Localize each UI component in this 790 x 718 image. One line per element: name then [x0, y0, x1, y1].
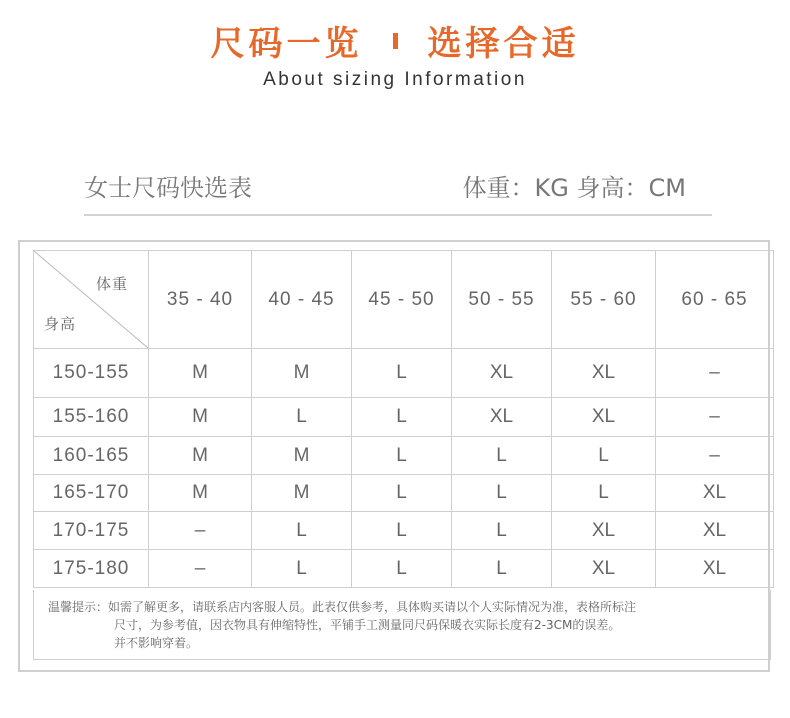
title-row	[0, 16, 790, 65]
size-cell: –	[149, 512, 252, 550]
size-cell: L	[352, 475, 452, 512]
title-right: 选择合适	[427, 24, 580, 64]
size-cell: M	[149, 475, 252, 512]
size-cell: M	[252, 349, 352, 398]
size-cell: M	[149, 398, 252, 437]
size-cell: M	[149, 349, 252, 398]
size-cell: L	[252, 550, 352, 588]
row-height-label: 150-155	[34, 349, 149, 398]
table-row	[34, 550, 774, 588]
column-header: 40 - 45	[252, 251, 352, 349]
size-cell: XL	[656, 475, 774, 512]
column-header: 55 - 60	[552, 251, 656, 349]
size-cell: –	[656, 437, 774, 475]
size-cell: XL	[552, 512, 656, 550]
column-header: 60 - 65	[656, 251, 774, 349]
column-header: 35 - 40	[149, 251, 252, 349]
size-cell: –	[149, 550, 252, 588]
size-cell: M	[252, 437, 352, 475]
table-row	[34, 512, 774, 550]
table-header-row	[34, 251, 774, 349]
size-cell: L	[452, 437, 552, 475]
row-height-label: 175-180	[34, 550, 149, 588]
size-cell: XL	[452, 349, 552, 398]
size-cell: L	[352, 398, 452, 437]
corner-weight-label: 体重	[96, 275, 129, 293]
note-text	[48, 598, 748, 652]
corner-cell	[34, 251, 149, 349]
table-name: 女士尺码快选表	[84, 174, 252, 202]
page-header	[0, 16, 790, 91]
table-row	[34, 437, 774, 475]
size-cell: L	[552, 475, 656, 512]
size-cell: XL	[656, 512, 774, 550]
size-cell: –	[656, 398, 774, 437]
column-header: 50 - 55	[452, 251, 552, 349]
size-cell: XL	[552, 550, 656, 588]
size-cell: M	[252, 475, 352, 512]
size-cell: L	[352, 349, 452, 398]
size-table	[33, 250, 774, 588]
row-height-label: 160-165	[34, 437, 149, 475]
size-cell: L	[552, 437, 656, 475]
size-cell: L	[452, 550, 552, 588]
corner-height-label: 身高	[44, 315, 77, 333]
size-cell: L	[252, 512, 352, 550]
size-cell: XL	[552, 349, 656, 398]
note-line-2: 尺寸，为参考值，因衣物具有伸缩特性，平铺手工测量同尺码保暖衣实际长度有2-3CM的误差。	[114, 618, 621, 632]
size-cell: –	[656, 349, 774, 398]
size-cell: L	[452, 475, 552, 512]
table-row	[34, 475, 774, 512]
subtitle: About sizing Information	[263, 69, 527, 90]
size-cell: XL	[452, 398, 552, 437]
column-header: 45 - 50	[352, 251, 452, 349]
size-cell: XL	[656, 550, 774, 588]
size-cell: XL	[552, 398, 656, 437]
size-cell: L	[452, 512, 552, 550]
size-cell: L	[252, 398, 352, 437]
title-left: 尺码一览	[210, 24, 363, 64]
row-height-label: 165-170	[34, 475, 149, 512]
title-separator	[393, 33, 398, 49]
size-cell: L	[352, 550, 452, 588]
row-height-label: 170-175	[34, 512, 149, 550]
table-row	[34, 349, 774, 398]
note-line-1: 温馨提示：如需了解更多，请联系店内客服人员。此表仅供参考，具体购买请以个人实际情况为准，表格所标注	[48, 600, 637, 614]
note-line-3: 并不影响穿着。	[114, 636, 199, 650]
units-label: 体重：KG 身高：CM	[462, 174, 686, 202]
size-cell: M	[149, 437, 252, 475]
table-row	[34, 398, 774, 437]
table-info-row	[84, 166, 712, 216]
size-cell: L	[352, 437, 452, 475]
size-cell: L	[352, 512, 452, 550]
row-height-label: 155-160	[34, 398, 149, 437]
